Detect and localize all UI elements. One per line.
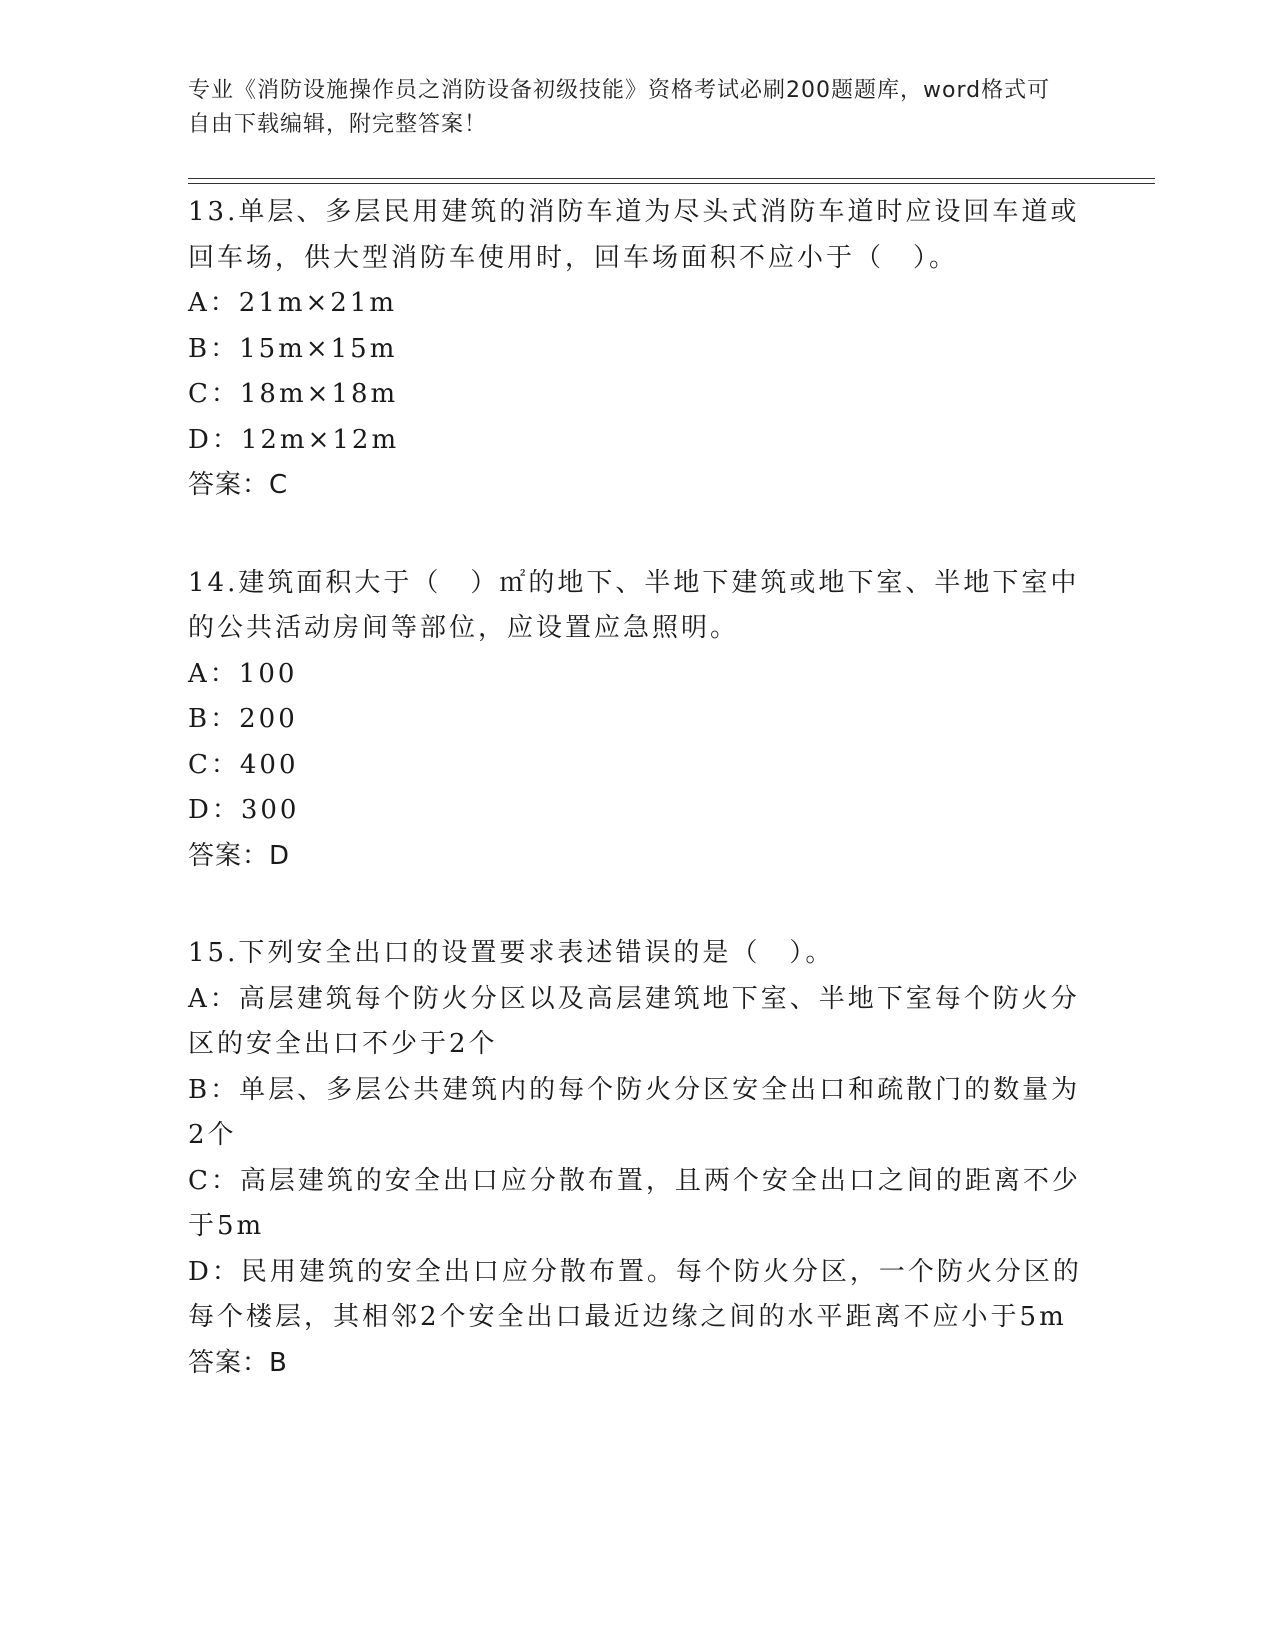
option-a: A：21m×21m (188, 288, 398, 318)
question-13 (188, 190, 1088, 509)
answer-line: 答案：D (188, 840, 291, 871)
option-a: A：100 (188, 658, 298, 689)
question-14 (188, 561, 1088, 880)
option-d: D：民用建筑的安全出口应分散布置。每个防火分区，一个防火分区的每个楼层，其相邻2个安全出口最近边缘之间的水平距离不应小于5m (188, 1256, 1082, 1332)
option-c: C：高层建筑的安全出口应分散布置，且两个安全出口之间的距离不少于5m (188, 1165, 1081, 1241)
option-b: B：单层、多层公共建筑内的每个防火分区安全出口和疏散门的数量为2个 (188, 1074, 1081, 1150)
option-a: A：高层建筑每个防火分区以及高层建筑地下室、半地下室每个防火分区的安全出口不少于2个 (188, 983, 1080, 1059)
option-c: C：18m×18m (188, 379, 399, 409)
question-stem: 13.单层、多层民用建筑的消防车道为尽头式消防车道时应设回车道或回车场，供大型消防车使用时，回车场面积不应小于（ ）。 (188, 197, 1080, 273)
header-divider-bottom (188, 183, 1155, 184)
question-15 (188, 931, 1088, 1386)
header-divider-top (188, 178, 1155, 179)
option-c: C：400 (188, 749, 299, 780)
option-b: B：200 (188, 704, 298, 734)
question-list (188, 190, 1088, 1438)
answer-line: 答案：B (188, 1347, 288, 1378)
answer-line: 答案：C (188, 470, 289, 500)
question-stem: 14.建筑面积大于（ ）㎡的地下、半地下建筑或地下室、半地下室中的公共活动房间等部位，应设置应急照明。 (188, 567, 1080, 643)
option-d: D：12m×12m (188, 424, 400, 455)
option-d: D：300 (188, 795, 300, 825)
option-b: B：15m×15m (188, 333, 398, 364)
question-stem: 15.下列安全出口的设置要求表述错误的是（ ）。 (188, 938, 835, 968)
document-header: 专业《消防设施操作员之消防设备初级技能》资格考试必刷200题题库，word格式可自由下载编辑，附完整答案！ (188, 78, 1051, 137)
